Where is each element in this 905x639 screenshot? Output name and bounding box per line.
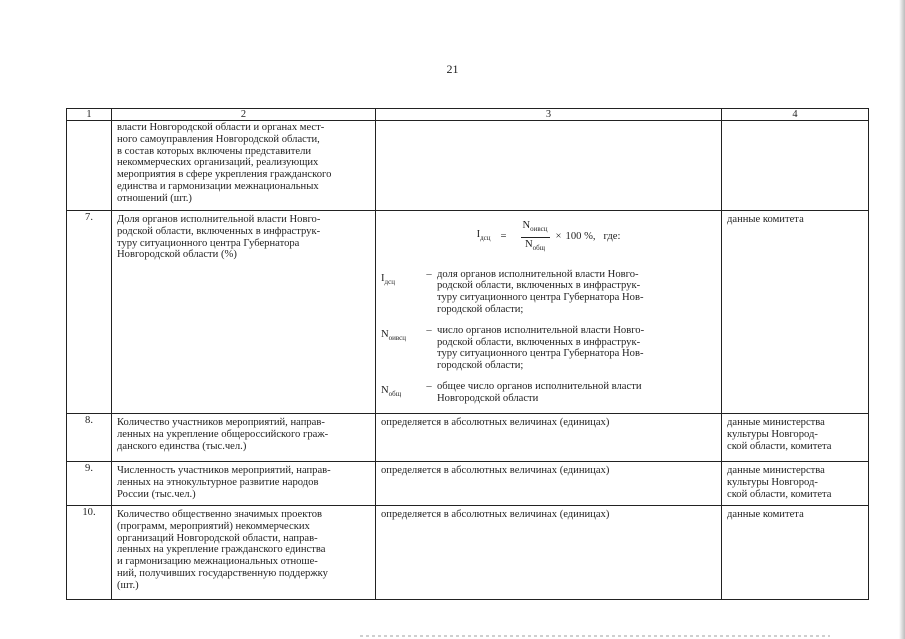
header-col-3: 3	[376, 109, 722, 121]
scan-edge-shadow	[899, 0, 905, 639]
indicator-name: Количество участников мероприятий, направ- ленных на укрепление общероссийского граж- данского единства (тыс.чел.)	[117, 417, 329, 452]
header-col-4: 4	[722, 109, 869, 121]
formula-percent: 100 %,	[565, 231, 596, 243]
method-text: определяется в абсолютных величинах (единицах)	[381, 509, 610, 520]
row-number-cell: 9.	[67, 462, 112, 506]
formula-definitions	[381, 269, 716, 405]
definition-dash: –	[426, 268, 432, 280]
formula	[381, 220, 716, 255]
source-cell	[722, 506, 869, 600]
source-cell	[722, 211, 869, 414]
indicator-name: Доля органов исполнительной власти Новго- родской области, включенных в инфраструк- туру ситуационного центра Губернатора Новгородской области (%)	[117, 214, 321, 261]
method-cell	[376, 121, 722, 211]
table-header-row	[67, 109, 869, 121]
indicator-name-cell	[112, 506, 376, 600]
definition-symbol: $I_{дсц}$	[381, 272, 395, 286]
definition-symbol: $N_{оивсц}$	[381, 328, 407, 342]
row-number-cell: 10.	[67, 506, 112, 600]
source-text: данные комитета	[727, 214, 804, 225]
indicator-name: Численность участников мероприятий, направ- ленных на этнокультурное развитие народов России (тыс.чел.)	[117, 465, 331, 500]
source-cell	[722, 414, 869, 462]
indicator-table	[66, 108, 869, 600]
table-row-7	[67, 211, 869, 414]
source-text: данные министерства культуры Новгород- ской области, комитета	[727, 417, 832, 452]
definition-text: общее число органов исполнительной власти Новгородской области	[437, 380, 642, 404]
source-cell	[722, 121, 869, 211]
formula-denominator: $N_{общ}$	[524, 238, 546, 252]
formula-equals: =	[500, 231, 507, 243]
method-cell	[376, 414, 722, 462]
definition-dash: –	[426, 380, 432, 392]
table-row-continuation	[67, 121, 869, 211]
row-number-cell	[67, 121, 112, 211]
method-cell	[376, 211, 722, 414]
definition-item	[381, 269, 716, 316]
indicator-name-cell	[112, 211, 376, 414]
formula-where: где:	[603, 231, 621, 243]
indicator-name-cell	[112, 121, 376, 211]
definition-text: число органов исполнительной власти Новго- родской области, включенных в инфраструк- туру ситуационного центра Губернатора Нов- городской области;	[437, 324, 645, 372]
header-col-2: 2	[112, 109, 376, 121]
method-cell	[376, 462, 722, 506]
source-text: данные министерства культуры Новгород- ской области, комитета	[727, 465, 832, 500]
table-row-9	[67, 462, 869, 506]
formula-fraction	[521, 220, 550, 255]
source-text: данные комитета	[727, 509, 804, 520]
indicator-name-cell	[112, 462, 376, 506]
indicator-name-cell	[112, 414, 376, 462]
definition-text: доля органов исполнительной власти Новго- родской области, включенных в инфраструк- туру ситуационного центра Губернатора Нов- городской области;	[437, 268, 644, 315]
definition-item	[381, 381, 716, 405]
method-text: определяется в абсолютных величинах (единицах)	[381, 417, 610, 428]
formula-lhs: $I_{дсц}$	[476, 229, 491, 243]
row-number-cell: 7.	[67, 211, 112, 414]
table-row-10	[67, 506, 869, 600]
method-cell	[376, 506, 722, 600]
table-row-8	[67, 414, 869, 462]
scan-bottom-artifact	[360, 635, 830, 637]
source-cell	[722, 462, 869, 506]
header-col-1: 1	[67, 109, 112, 121]
page-number: 21	[446, 62, 459, 76]
formula-times: ×	[555, 231, 562, 243]
indicator-name: власти Новгородской области и органах мест- ного самоуправления Новгородской области, в состав которых включены представители некоммерческих организаций, реализующих мероприятия в сфере укрепления гражданского единства и гармонизации межнациональных отношений (шт.)	[117, 122, 332, 204]
definition-item	[381, 325, 716, 372]
definition-symbol: $N_{общ}$	[381, 384, 402, 398]
definition-dash: –	[426, 324, 432, 336]
formula-numerator: $N_{оивсц}$	[521, 220, 550, 238]
indicator-name: Количество общественно значимых проектов (программ, мероприятий) некоммерческих организаций Новгородской области, направ- ленных на укрепление гражданского единства и гармонизацию межнациональных отноше- ний, получивших государственную поддержку (шт.)	[117, 509, 328, 591]
method-text: определяется в абсолютных величинах (единицах)	[381, 465, 610, 476]
row-number-cell: 8.	[67, 414, 112, 462]
